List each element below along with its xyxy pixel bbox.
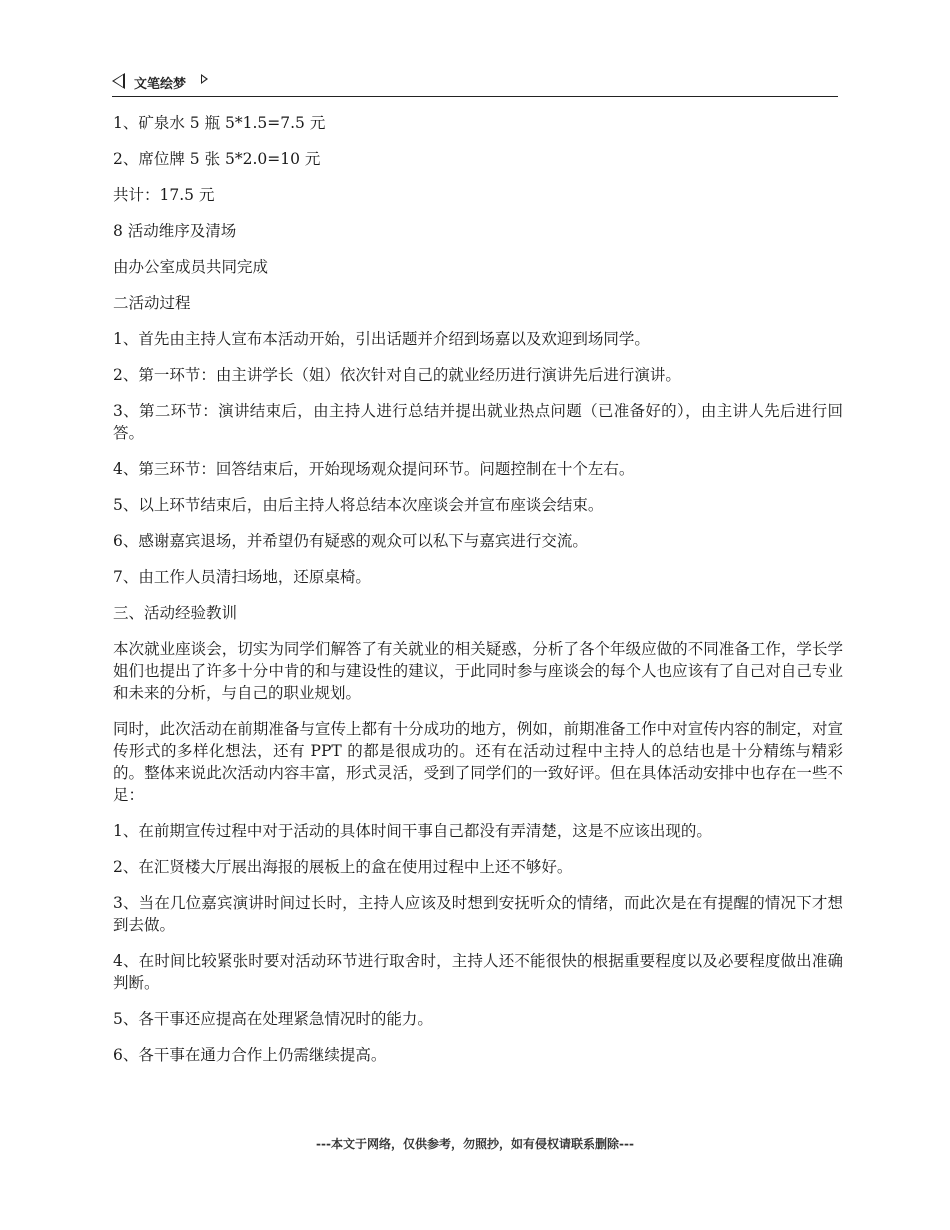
paragraph: 1、矿泉水 5 瓶 5*1.5=7.5 元 <box>113 114 326 132</box>
paragraph: 6、各干事在通力合作上仍需继续提高。 <box>113 1046 387 1064</box>
paragraph: 2、第一环节：由主讲学长（姐）依次针对自己的就业经历进行演讲先后进行演讲。 <box>113 366 681 384</box>
paragraph: 2、席位牌 5 张 5*2.0=10 元 <box>113 150 321 168</box>
document-body <box>113 112 843 1080</box>
header-title: 文笔绘梦 <box>134 77 187 92</box>
paragraph: 1、在前期宣传过程中对于活动的具体时间干事自己都没有弄清楚，这是不应该出现的。 <box>113 822 712 840</box>
section-heading: 三、活动经验教训 <box>113 604 238 622</box>
paragraph: 7、由工作人员清扫场地，还原桌椅。 <box>113 568 371 586</box>
paragraph: 3、当在几位嘉宾演讲时间过长时，主持人应该及时想到安抚听众的情绪，而此次是在有提醒的情况下才想到去做。 <box>113 894 843 934</box>
paragraph: 同时，此次活动在前期准备与宣传上都有十分成功的地方，例如，前期准备工作中对宣传内容的制定，对宣传形式的多样化想法，还有 PPT 的都是很成功的。还有在活动过程中主持人的总结也是十分精练与精彩的。整体来说此次活动内容丰富，形式灵活，受到了同学们的一致好评。但在具体活动安排中也存在一些不足： <box>113 720 843 804</box>
section-heading: 二活动过程 <box>113 294 191 312</box>
paragraph: 3、第二环节：演讲结束后，由主持人进行总结并提出就业热点问题（已准备好的），由主讲人先后进行回答。 <box>113 402 843 442</box>
triangle-right-icon <box>201 74 208 84</box>
paragraph: 2、在汇贤楼大厅展出海报的展板上的盒在使用过程中上还不够好。 <box>113 858 573 876</box>
paragraph: 4、第三环节：回答结束后，开始现场观众提问环节。问题控制在十个左右。 <box>113 460 635 478</box>
page-footer: ---本文于网络，仅供参考，勿照抄，如有侵权请联系删除--- <box>316 1137 634 1151</box>
paragraph: 4、在时间比较紧张时要对活动环节进行取舍时，主持人还不能很快的根据重要程度以及必要程度做出准确判断。 <box>113 952 843 992</box>
paragraph: 5、以上环节结束后，由后主持人将总结本次座谈会并宣布座谈会结束。 <box>113 496 604 514</box>
paragraph: 由办公室成员共同完成 <box>113 258 269 276</box>
triangle-left-icon <box>112 73 125 89</box>
page-header <box>112 70 838 97</box>
paragraph: 5、各干事还应提高在处理紧急情况时的能力。 <box>113 1010 433 1028</box>
paragraph: 6、感谢嘉宾退场，并希望仍有疑惑的观众可以私下与嘉宾进行交流。 <box>113 532 588 550</box>
paragraph: 共计：17.5 元 <box>113 186 215 204</box>
paragraph: 1、首先由主持人宣布本活动开始，引出话题并介绍到场嘉以及欢迎到场同学。 <box>113 330 650 348</box>
paragraph: 本次就业座谈会，切实为同学们解答了有关就业的相关疑惑，分析了各个年级应做的不同准备工作，学长学姐们也提出了许多十分中肯的和与建设性的建议，于此同时参与座谈会的每个人也应该有了自己对自己专业和未来的分析，与自己的职业规划。 <box>113 640 843 702</box>
paragraph: 8 活动维序及清场 <box>113 222 237 240</box>
